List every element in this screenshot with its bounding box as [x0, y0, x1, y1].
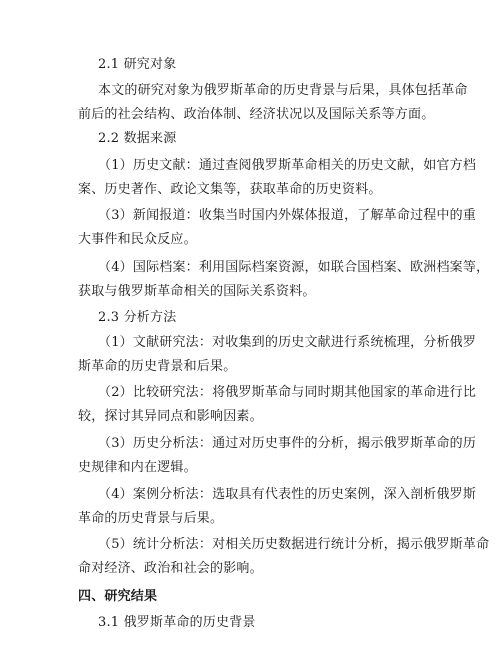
section-heading: 3.1 俄罗斯革命的历史背景 — [98, 615, 256, 630]
list-item-line: （5）统计分析法：对相关历史数据进行统计分析，揭示俄罗斯革命 — [98, 537, 490, 552]
section-heading: 2.2 数据来源 — [98, 131, 177, 146]
list-item-line: 案、历史著作、政论文集等，获取革命的历史资料。 — [78, 182, 382, 197]
list-item-line: 命对经济、政治和社会的影响。 — [78, 561, 263, 576]
list-item-line: （1）文献研究法：对收集到的历史文献进行系统梳理，分析俄罗 — [98, 335, 477, 350]
list-item-line: （4）案例分析法：选取具有代表性的历史案例，深入剖析俄罗斯 — [98, 487, 477, 502]
section-heading: 2.1 研究对象 — [98, 57, 177, 72]
list-item-line: （1）历史文献：通过查阅俄罗斯革命相关的历史文献，如官方档 — [98, 158, 477, 173]
list-item-line: 较，探讨其异同点和影响因素。 — [78, 409, 263, 424]
list-item-line: （2）比较研究法：将俄罗斯革命与同时期其他国家的革命进行比 — [98, 385, 477, 400]
paragraph-line: 本文的研究对象为俄罗斯革命的历史背景与后果，具体包括革命 — [98, 83, 468, 98]
chapter-heading: 四、研究结果 — [78, 589, 158, 604]
list-item-line: 获取与俄罗斯革命相关的国际关系资料。 — [78, 284, 316, 299]
list-item-line: 大事件和民众反应。 — [78, 232, 197, 247]
list-item-line: （3）新闻报道：收集当时国内外媒体报道，了解革命过程中的重 — [98, 208, 477, 223]
paragraph-line: 前后的社会结构、政治体制、经济状况以及国际关系等方面。 — [78, 107, 435, 122]
list-item-line: 革命的历史背景与后果。 — [78, 511, 224, 526]
section-heading: 2.3 分析方法 — [98, 310, 177, 325]
list-item-line: 史规律和内在逻辑。 — [78, 460, 197, 475]
list-item-line: （3）历史分析法：通过对历史事件的分析，揭示俄罗斯革命的历 — [98, 436, 477, 451]
list-item-line: 斯革命的历史背景和后果。 — [78, 359, 237, 374]
list-item-line: （4）国际档案：利用国际档案资源，如联合国档案、欧洲档案等， — [98, 260, 490, 275]
